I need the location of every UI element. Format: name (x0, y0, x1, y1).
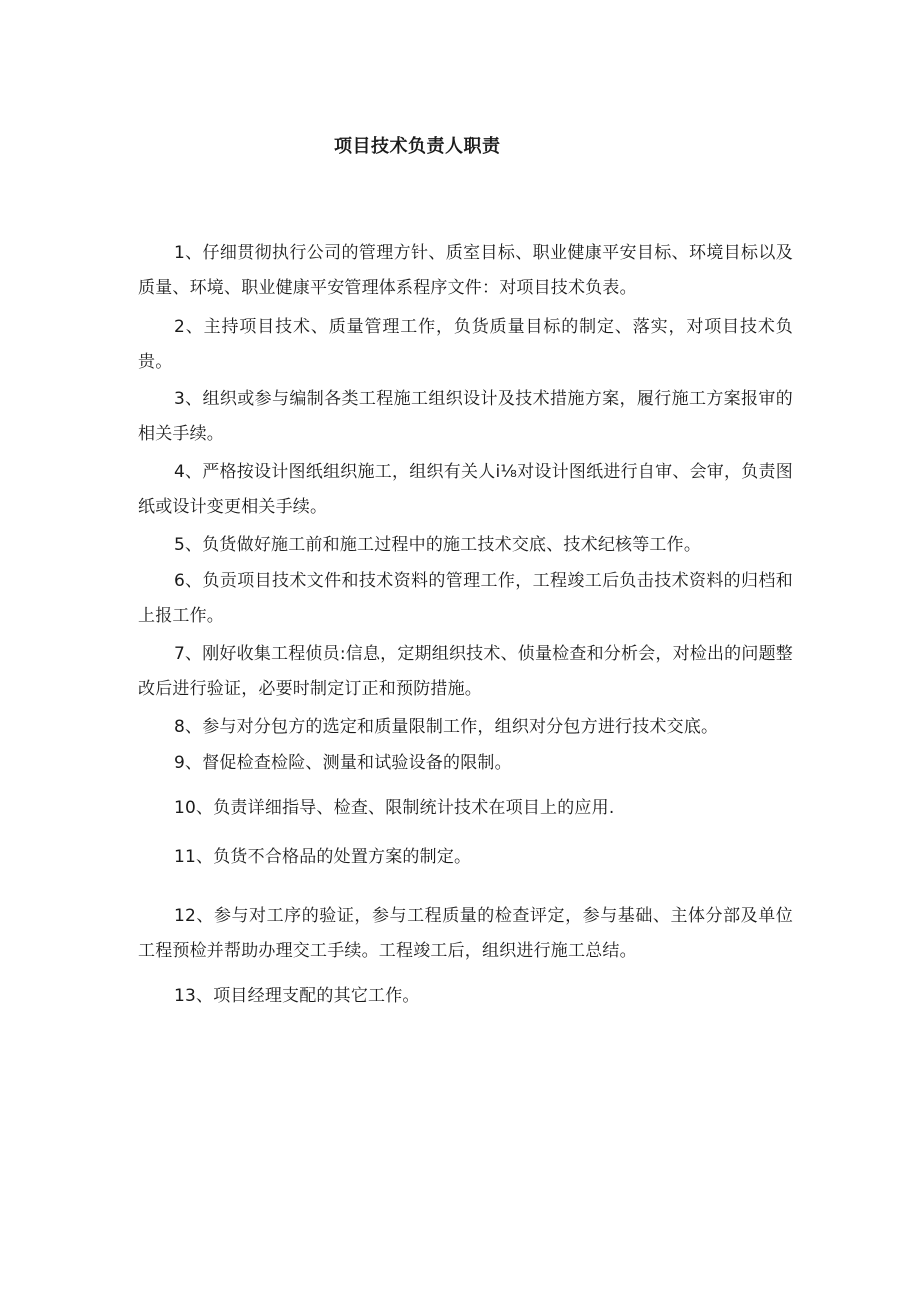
duty-item-4: 4、严格按设计图纸组织施工，组织有关人i⅛对设计图纸进行自审、会审，负责图纸或设计变更相关手续。 (138, 462, 793, 517)
duty-item-11: 11、负货不合格品的处置方案的制定。 (174, 847, 472, 867)
page-title: 项目技术负责人职责 (334, 136, 501, 157)
duty-item-10: 10、负责详细指导、检查、限制统计技术在项目上的应用. (174, 798, 615, 818)
duty-item-8: 8、参与对分包方的选定和质量限制工作，组织对分包方进行技术交底。 (174, 717, 719, 737)
duty-item-7: 7、刚好收集工程侦员:信息，定期组织技术、侦量检查和分析会，对检出的问题整改后进行验证，必要时制定订正和预防措施。 (138, 644, 793, 699)
duty-item-2: 2、主持项目技术、质量管理工作，负货质量目标的制定、落实，对项目技术负贵。 (138, 317, 793, 372)
duty-item-5: 5、负货做好施工前和施工过程中的施工技术交底、技术纪核等工作。 (174, 535, 702, 555)
duty-item-6: 6、负贡项目技术文件和技术资料的管理工作，工程竣工后负击技术资料的归档和上报工作。 (138, 571, 793, 626)
duty-item-9: 9、督促检查检险、测量和试验设备的限制。 (174, 753, 512, 773)
duty-item-13: 13、项目经理支配的其它工作。 (174, 986, 420, 1006)
duty-item-1: 1、仔细贯彻执行公司的管理方针、质室目标、职业健康平安目标、环境目标以及质量、环境、职业健康平安管理体系程序文件：对项目技术负表。 (138, 243, 793, 298)
duty-item-12: 12、参与对工序的验证，参与工程质量的检查评定，参与基础、主体分部及单位工程预检并帮助办理交工手续。工程竣工后，组织进行施工总结。 (138, 906, 793, 961)
duty-item-3: 3、组织或参与编制各类工程施工组织设计及技术措施方案，履行施工方案报审的相关手续。 (138, 389, 793, 444)
